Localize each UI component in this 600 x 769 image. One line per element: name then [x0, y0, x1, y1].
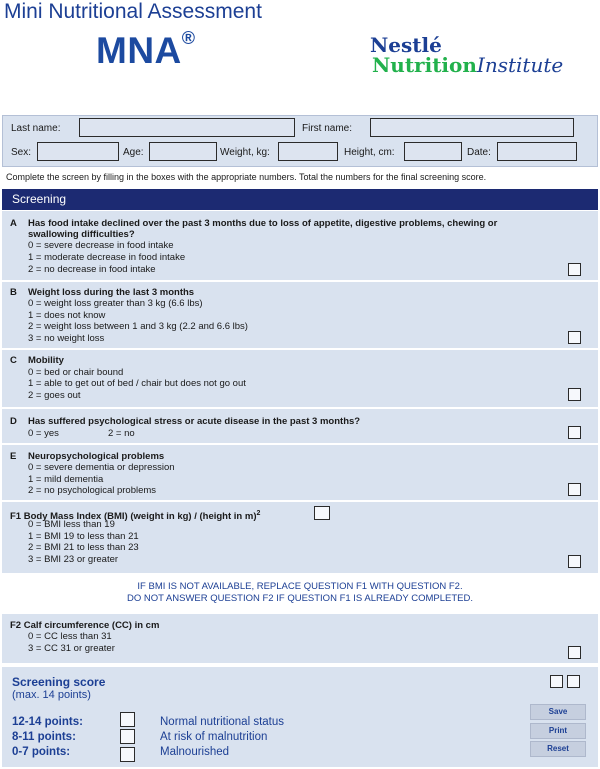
question-c-text: Mobility: [28, 355, 64, 366]
question-f1-option: 2 = BMI 21 to less than 23: [28, 542, 139, 553]
first-name-label: First name:: [302, 123, 353, 134]
sex-label: Sex:: [11, 147, 32, 158]
question-f2-option: 3 = CC 31 or greater: [28, 643, 115, 654]
question-b-option: 3 = no weight loss: [28, 333, 105, 344]
question-f2-code: F2: [10, 620, 22, 631]
score-units-box[interactable]: [567, 675, 580, 688]
question-f1-text: Body Mass Index (BMI) (weight in kg) / (height in m): [23, 511, 257, 523]
question-a-title-cont: swallowing difficulties?: [28, 229, 135, 240]
question-e-option: 1 = mild dementia: [28, 474, 104, 485]
score-range-points: 0-7 points:: [12, 746, 71, 758]
brand-institute: Institute: [476, 53, 564, 77]
score-range-checkbox[interactable]: [120, 729, 135, 744]
question-a-score-box[interactable]: [568, 263, 581, 276]
height-input[interactable]: [404, 142, 462, 161]
age-input[interactable]: [149, 142, 217, 161]
score-range-checkbox[interactable]: [120, 747, 135, 762]
question-a-code: A: [10, 218, 17, 229]
question-b-title: [10, 287, 194, 298]
age-label: Age:: [123, 147, 144, 158]
date-input[interactable]: [497, 142, 577, 161]
question-c-option: 1 = able to get out of bed / chair but does not go out: [28, 378, 246, 389]
mna-logo: [96, 30, 196, 72]
last-name-input[interactable]: [79, 118, 295, 137]
question-e-title: [10, 451, 164, 462]
score-range-result: Normal nutritional status: [160, 716, 284, 728]
question-f1-option: 1 = BMI 19 to less than 21: [28, 531, 139, 542]
bmi-value-box[interactable]: [314, 506, 330, 520]
question-e-code: E: [10, 451, 17, 462]
question-a-title: [10, 218, 497, 229]
save-button[interactable]: Save: [530, 704, 586, 720]
question-c-option: 0 = bed or chair bound: [28, 367, 124, 378]
nutrition-institute-brand: [372, 54, 563, 76]
score-range-checkbox[interactable]: [120, 712, 135, 727]
weight-label: Weight, kg:: [220, 147, 270, 158]
question-a-text: Has food intake declined over the past 3 months due to loss of appetite, digestive problems, chewing or: [28, 218, 498, 229]
first-name-input[interactable]: [370, 118, 574, 137]
question-f2-score-box[interactable]: [568, 646, 581, 659]
score-range-result: At risk of malnutrition: [160, 731, 268, 743]
question-f2-text: Calf circumference (CC) in cm: [23, 620, 160, 631]
question-e-option: 2 = no psychological problems: [28, 485, 157, 496]
score-range-result: Malnourished: [160, 746, 230, 758]
question-c-option: 2 = goes out: [28, 390, 81, 401]
question-a-option: 0 = severe decrease in food intake: [28, 240, 174, 251]
question-c-score-box[interactable]: [568, 388, 581, 401]
question-c-title: [10, 355, 64, 366]
question-f2-option: 0 = CC less than 31: [28, 631, 112, 642]
question-d-option: 0 = yes: [28, 428, 59, 439]
date-label: Date:: [467, 147, 491, 158]
screening-header: Screening: [2, 189, 598, 210]
question-c-code: C: [10, 355, 17, 366]
screening-score-panel: [2, 667, 598, 767]
instructions-text: Complete the screen by filling in the boxes with the appropriate numbers. Total the numbers for the final screening score.: [6, 172, 487, 182]
question-b-option: 0 = weight loss greater than 3 kg (6.6 lbs): [28, 298, 203, 309]
question-f1-superscript: 2: [256, 510, 261, 517]
brand-nutrition: Nutrition: [372, 53, 477, 77]
question-f2-title: [10, 620, 159, 631]
nestle-brand: Nestlé: [370, 33, 442, 57]
question-f1-option: 0 = BMI less than 19: [28, 519, 115, 530]
question-d-text: Has suffered psychological stress or acute disease in the past 3 months?: [28, 416, 361, 427]
question-b-option: 1 = does not know: [28, 310, 106, 321]
print-button[interactable]: Print: [530, 723, 586, 739]
question-f1-score-box[interactable]: [568, 555, 581, 568]
score-tens-box[interactable]: [550, 675, 563, 688]
screening-score-title: Screening score: [12, 675, 106, 689]
reset-button[interactable]: Reset: [530, 741, 586, 757]
question-f1-option: 3 = BMI 23 or greater: [28, 554, 119, 565]
question-a-option: 2 = no decrease in food intake: [28, 264, 156, 275]
score-range-points: 8-11 points:: [12, 731, 76, 743]
height-label: Height, cm:: [344, 147, 395, 158]
question-f1-code: F1: [10, 511, 22, 523]
registered-mark: ®: [181, 28, 196, 48]
question-a-option: 1 = moderate decrease in food intake: [28, 252, 186, 263]
question-b-option: 2 = weight loss between 1 and 3 kg (2.2 and 6.6 lbs): [28, 321, 248, 332]
question-b-code: B: [10, 287, 17, 298]
question-e-text: Neuropsychological problems: [28, 451, 165, 462]
question-d-option: 2 = no: [108, 428, 135, 439]
form-title: Mini Nutritional Assessment: [4, 0, 262, 23]
question-b-score-box[interactable]: [568, 331, 581, 344]
question-d-code: D: [10, 416, 17, 427]
sex-input[interactable]: [37, 142, 119, 161]
weight-input[interactable]: [278, 142, 338, 161]
question-d-title: [10, 416, 360, 427]
bmi-note-line1: IF BMI IS NOT AVAILABLE, REPLACE QUESTION F1 WITH QUESTION F2.: [137, 581, 463, 592]
screening-score-max: (max. 14 points): [12, 689, 91, 701]
mna-logo-text: MNA: [96, 30, 182, 71]
last-name-label: Last name:: [11, 123, 61, 134]
question-e-score-box[interactable]: [568, 483, 581, 496]
question-d-score-box[interactable]: [568, 426, 581, 439]
score-range-points: 12-14 points:: [12, 716, 83, 728]
question-e-option: 0 = severe dementia or depression: [28, 462, 175, 473]
bmi-note-line2: DO NOT ANSWER QUESTION F2 IF QUESTION F1 IS ALREADY COMPLETED.: [127, 593, 473, 604]
question-b-text: Weight loss during the last 3 months: [28, 287, 195, 298]
